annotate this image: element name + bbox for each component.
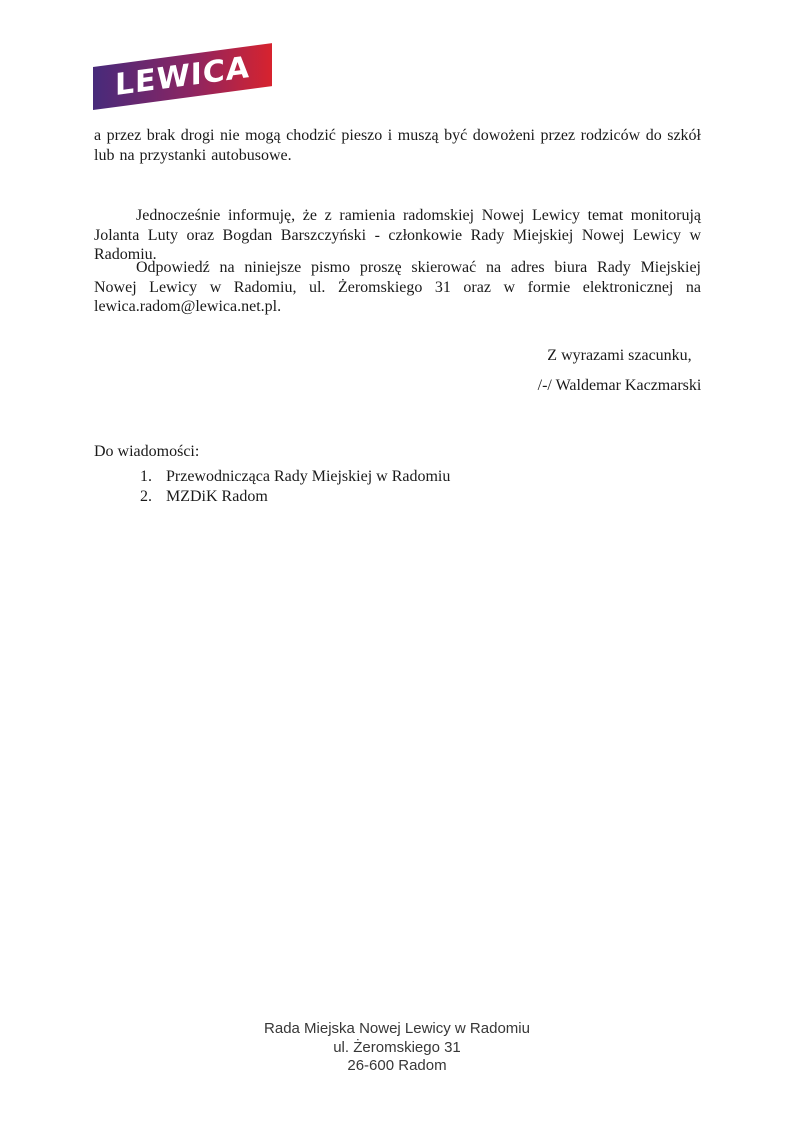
cc-list-item (140, 487, 450, 507)
lewica-logo-banner (93, 43, 272, 110)
closing-phrase: Z wyrazami szacunku, (547, 347, 692, 364)
footer-org-name: Rada Miejska Nowej Lewicy w Radomiu (264, 1020, 530, 1037)
footer-address-block (0, 1020, 794, 1076)
cc-item-number: 2. (140, 487, 152, 505)
signature-block (497, 346, 742, 396)
lewica-logo-text: LEWICA (114, 49, 251, 103)
footer-city: 26-600 Radom (347, 1057, 447, 1074)
paragraph-monitoring: Jednocześnie informuję, że z ramienia radomskiej Nowej Lewicy temat monitorują Jolanta Luty oraz Bogdan Barszczyński - członkowie Rady Miejskiej Nowej Lewicy w Radomiu. (94, 207, 701, 263)
cc-list (140, 467, 450, 506)
signature-name: /-/ Waldemar Kaczmarski (537, 377, 702, 394)
cc-item-text: Przewodnicząca Rady Miejskiej w Radomiu (166, 468, 451, 485)
cc-item-number: 1. (140, 468, 152, 485)
footer-street: ul. Żeromskiego 31 (333, 1038, 461, 1056)
cc-list-item (140, 467, 450, 487)
paragraph-reply-address: Odpowiedź na niniejsze pismo proszę skierować na adres biura Rady Miejskiej Nowej Lewicy w Radomiu, ul. Żeromskiego 31 oraz w formie elektronicznej na lewica.radom@lewica.net.pl. (94, 259, 701, 315)
cc-heading: Do wiadomości: (94, 443, 200, 460)
paragraph-continuation: a przez brak drogi nie mogą chodzić pieszo i muszą być dowożeni przez rodziców do szkół lub na przystanki autobusowe. (94, 127, 701, 164)
cc-item-text: MZDiK Radom (166, 487, 268, 505)
